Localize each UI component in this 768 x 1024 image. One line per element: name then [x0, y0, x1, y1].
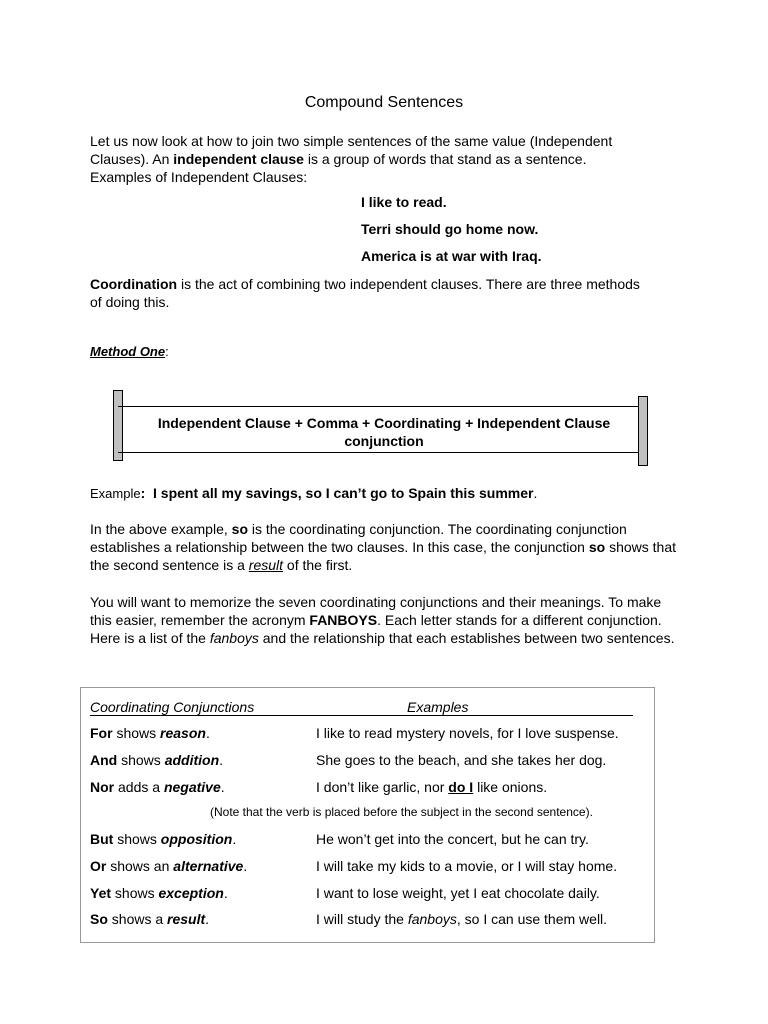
conjunction-relation: exception: [158, 885, 224, 901]
example-period: .: [533, 485, 538, 501]
conjunction-word: Or: [90, 858, 107, 874]
conjunction-word: So: [90, 911, 108, 927]
conjunction-verb: shows: [112, 725, 161, 741]
banner-top-line: [118, 406, 644, 407]
conjunction-word: But: [90, 831, 114, 847]
formula-banner: [128, 414, 640, 450]
conjunction-verb: shows a: [107, 911, 168, 927]
conjunction-word: Nor: [90, 779, 115, 795]
conjunction-relation: alternative: [173, 858, 244, 874]
conjunction-relation: negative: [163, 779, 221, 795]
para2-bold-1: so: [231, 521, 248, 537]
para3-text-1: You will want to memorize the seven coordinating conjunctions and their meanings. To make this easier, remember the acronym: [90, 594, 662, 628]
para3-italic: fanboys: [209, 630, 259, 646]
conjunction-period: .: [223, 885, 228, 901]
table-row-and-example: She goes to the beach, and she takes her dog.: [316, 752, 607, 768]
table-row-for-example: I like to read mystery novels, for I love suspense.: [316, 725, 619, 741]
conjunction-period: .: [243, 858, 248, 874]
fanboys-paragraph: [90, 593, 680, 647]
example-clause-3: America is at war with Iraq.: [361, 248, 542, 264]
conjunction-verb: shows: [113, 831, 161, 847]
table-row-for-left: [90, 725, 210, 741]
example-label: Example: [90, 486, 141, 501]
table-header-rule: [90, 715, 633, 716]
conjunction-word: For: [90, 725, 113, 741]
example-colon: :: [140, 485, 146, 501]
coordination-term: Coordination: [90, 276, 178, 292]
example-clause-2: Terri should go home now.: [361, 221, 539, 237]
conjunction-relation: opposition: [160, 831, 233, 847]
table-note: (Note that the verb is placed before the subject in the second sentence).: [210, 805, 593, 819]
table-row-nor-example: [316, 779, 547, 795]
para2-bold-2: so: [588, 539, 606, 555]
method-colon: :: [165, 344, 169, 359]
conjunction-verb: adds a: [114, 779, 164, 795]
para2-text-3: shows that the second sentence is a: [90, 539, 677, 573]
example-italic: fanboys: [407, 911, 457, 927]
table-header-left: Coordinating Conjunctions: [90, 699, 255, 715]
example-text-c: , so I can use them well.: [456, 911, 608, 927]
explanation-paragraph: [90, 520, 680, 574]
table-row-and-left: [90, 752, 223, 768]
formula-line-2: conjunction: [344, 433, 424, 449]
table-row-so-left: [90, 911, 209, 927]
table-row-nor-left: [90, 779, 225, 795]
formula-line-1: Independent Clause + Comma + Coordinating + Independent Clause: [157, 415, 611, 431]
coordination-text: is the act of combining two independent clauses. There are three methods of doing this.: [90, 276, 640, 310]
example-text-c: like onions.: [473, 779, 548, 795]
conjunction-word: And: [90, 752, 118, 768]
intro-paragraph: [90, 132, 650, 186]
table-row-but-example: He won’t get into the concert, but he can try.: [316, 831, 589, 847]
table-row-or-left: [90, 858, 247, 874]
conjunction-period: .: [220, 779, 225, 795]
conjunction-period: .: [205, 725, 210, 741]
conjunction-period: .: [219, 752, 224, 768]
conjunction-verb: shows an: [106, 858, 174, 874]
conjunction-verb: shows: [117, 752, 165, 768]
banner-bottom-line: [118, 452, 644, 453]
example-line: [90, 485, 537, 501]
table-row-so-example: [316, 911, 607, 927]
para2-text-1: In the above example,: [90, 521, 232, 537]
table-row-yet-left: [90, 885, 228, 901]
example-text-a: I will study the: [316, 911, 408, 927]
example-text-a: I don’t like garlic, nor: [316, 779, 449, 795]
example-sentence: I spent all my savings, so I can’t go to Spain this summer: [153, 485, 534, 501]
method-heading: [90, 344, 169, 359]
para3-text-3: and the relationship that each establishes between two sentences.: [258, 630, 675, 646]
banner-left-post: [113, 390, 123, 461]
conjunction-period: .: [232, 831, 237, 847]
intro-text-1: Let us now look at how to join two simple sentences of the same value (Independent Clauses). An: [90, 133, 613, 167]
para2-underlined: result: [248, 557, 284, 573]
conjunction-period: .: [205, 911, 210, 927]
table-row-but-left: [90, 831, 236, 847]
coordination-paragraph: [90, 275, 650, 311]
table-header-right: Examples: [407, 699, 469, 715]
conjunction-relation: addition: [164, 752, 220, 768]
intro-text-2: is a group of words that stand as a sentence. Examples of Independent Clauses:: [90, 151, 587, 185]
example-emphasis: do I: [448, 779, 474, 795]
conjunction-relation: result: [167, 911, 206, 927]
page-title: Compound Sentences: [304, 94, 464, 111]
conjunction-verb: shows: [111, 885, 159, 901]
table-row-yet-example: I want to lose weight, yet I eat chocolate daily.: [316, 885, 600, 901]
table-row-or-example: I will take my kids to a movie, or I will stay home.: [316, 858, 618, 874]
method-label: Method One: [90, 344, 166, 359]
para3-text-2: . Each letter stands for a different conjunction. Here is a list of the: [90, 612, 662, 646]
para2-text-2: is the coordinating conjunction. The coordinating conjunction establishes a relationship between the two clauses. In this case, the conjunction: [90, 521, 627, 555]
para2-text-4: of the first.: [283, 557, 353, 573]
para3-acronym: FANBOYS: [309, 612, 378, 628]
example-clause-1: I like to read.: [361, 194, 447, 210]
conjunction-relation: reason: [160, 725, 206, 741]
intro-bold-term: independent clause: [173, 151, 304, 167]
conjunction-word: Yet: [90, 885, 112, 901]
